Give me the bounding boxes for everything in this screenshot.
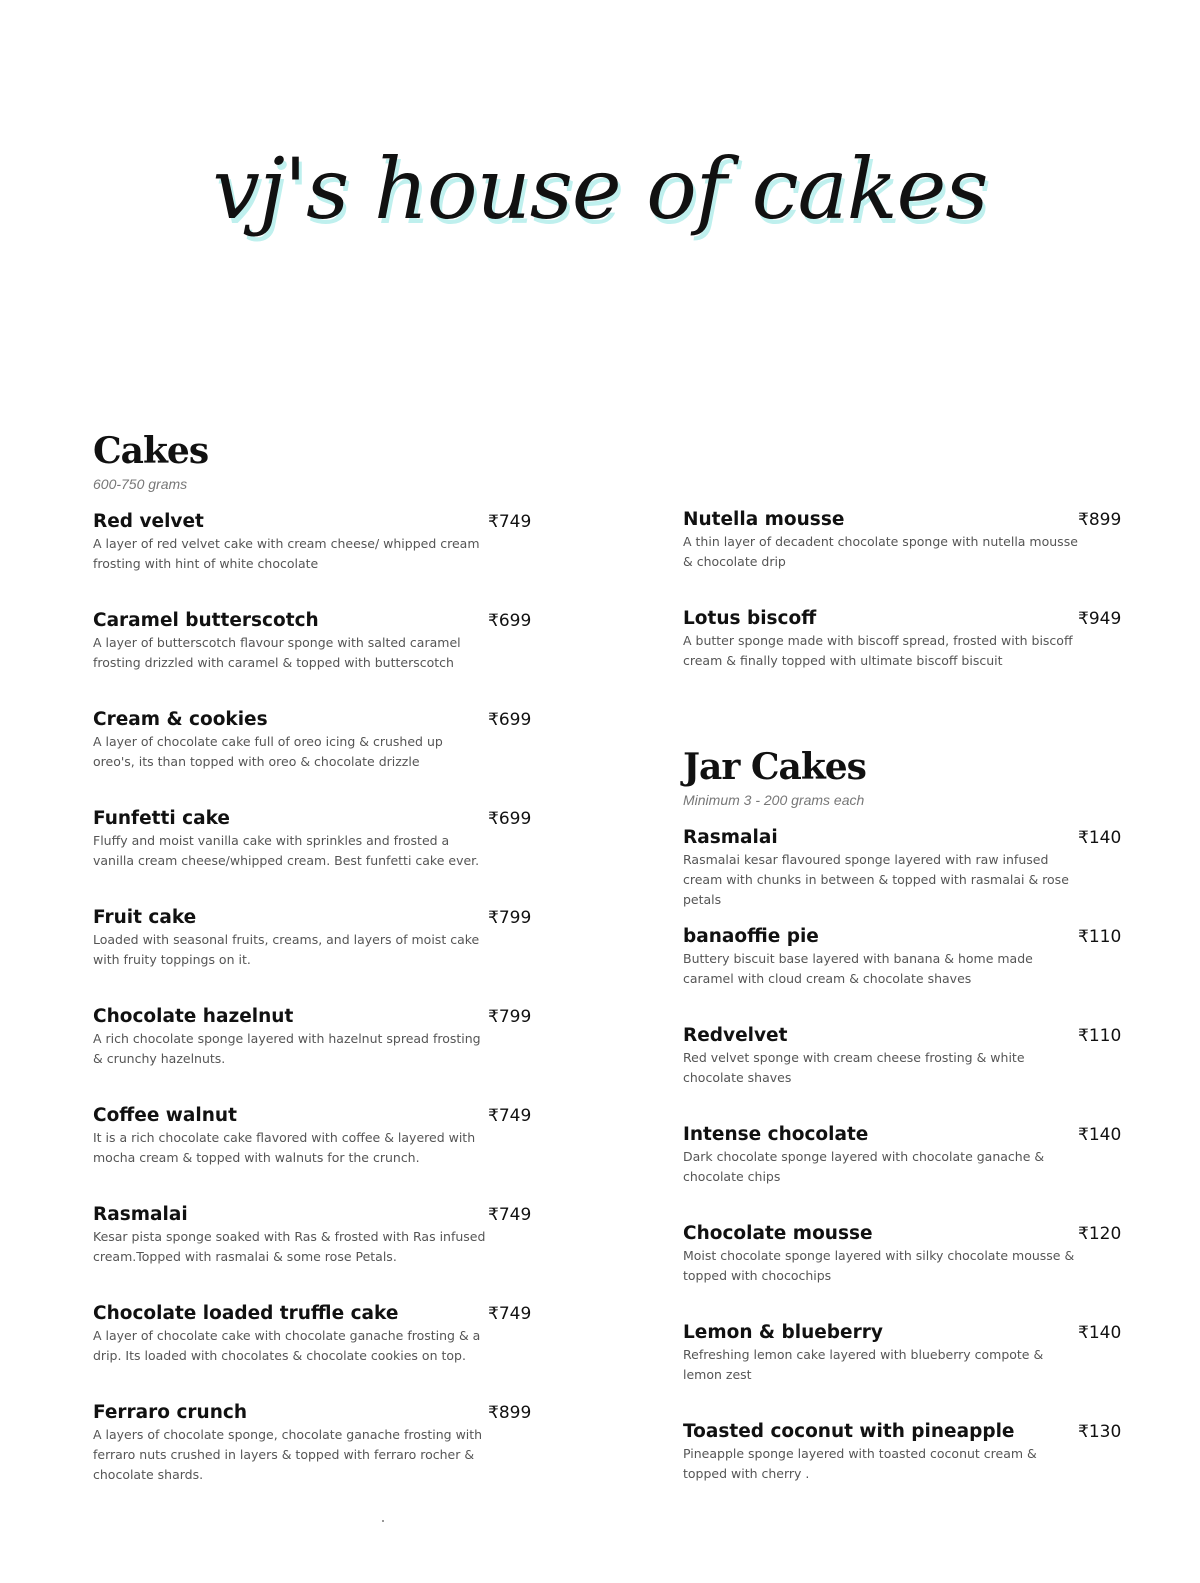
menu-item-name: Red velvet bbox=[93, 511, 204, 532]
menu-item-description: Kesar pista sponge soaked with Ras & frosted with Ras infused cream.Topped with rasmalai & some rose Petals. bbox=[93, 1229, 486, 1264]
menu-item bbox=[683, 1123, 1128, 1222]
menu-item bbox=[93, 609, 543, 708]
menu-item bbox=[93, 510, 543, 609]
jar-cakes-title: Jar Cakes bbox=[683, 746, 866, 788]
menu-item-price: ₹799 bbox=[488, 1007, 532, 1027]
menu-item bbox=[683, 508, 1128, 607]
jar-cakes-subtitle: Minimum 3 - 200 grams each bbox=[683, 792, 865, 808]
menu-item-name: Rasmalai bbox=[683, 827, 778, 848]
menu-item-description: A layers of chocolate sponge, chocolate ganache frosting with ferraro nuts crushed in layers & topped with ferraro rocher & chocolate shards. bbox=[93, 1427, 483, 1482]
menu-item-name: Fruit cake bbox=[93, 907, 197, 928]
menu-item bbox=[683, 1420, 1128, 1519]
menu-item-price: ₹949 bbox=[1078, 609, 1122, 629]
cakes-list-continued bbox=[683, 508, 1128, 706]
menu-item-description: A butter sponge made with biscoff spread, frosted with biscoff cream & finally topped with ultimate biscoff biscuit bbox=[683, 633, 1073, 668]
menu-item bbox=[683, 826, 1128, 925]
menu-item bbox=[93, 1302, 543, 1401]
menu-item-name: Chocolate loaded truffle cake bbox=[93, 1303, 399, 1324]
cakes-subtitle: 600-750 grams bbox=[93, 476, 188, 492]
menu-item-price: ₹130 bbox=[1078, 1422, 1122, 1442]
menu-item-name: Intense chocolate bbox=[683, 1124, 869, 1145]
menu-item-name: Nutella mousse bbox=[683, 509, 845, 530]
jar-cakes-list bbox=[683, 826, 1128, 1519]
menu-item bbox=[683, 925, 1128, 1024]
menu-item bbox=[683, 1222, 1128, 1321]
menu-item-description: Fluffy and moist vanilla cake with sprinkles and frosted a vanilla cream cheese/whipped cream. Best funfetti cake ever. bbox=[93, 833, 480, 868]
menu-item-description: A layer of chocolate cake full of oreo icing & crushed up oreo's, its than topped with oreo & chocolate drizzle bbox=[93, 734, 443, 769]
page-dot bbox=[382, 1520, 384, 1522]
cakes-title: Cakes bbox=[93, 430, 209, 472]
menu-item bbox=[93, 1104, 543, 1203]
menu-item-description: A layer of red velvet cake with cream cheese/ whipped cream frosting with hint of white chocolate bbox=[93, 536, 480, 571]
menu-item-price: ₹749 bbox=[488, 512, 532, 532]
menu-item-name: Lemon & blueberry bbox=[683, 1322, 883, 1343]
menu-item-name: Redvelvet bbox=[683, 1025, 788, 1046]
menu-item-description: Refreshing lemon cake layered with blueberry compote & lemon zest bbox=[683, 1347, 1044, 1382]
menu-item-name: Rasmalai bbox=[93, 1204, 188, 1225]
menu-item-name: banaoffie pie bbox=[683, 926, 819, 947]
menu-item-name: Cream & cookies bbox=[93, 709, 268, 730]
menu-item-price: ₹699 bbox=[488, 611, 532, 631]
menu-item-price: ₹799 bbox=[488, 908, 532, 928]
menu-item-description: It is a rich chocolate cake flavored with coffee & layered with mocha cream & topped with walnuts for the crunch. bbox=[93, 1130, 476, 1165]
menu-item bbox=[683, 1321, 1128, 1420]
menu-item-description: Rasmalai kesar flavoured sponge layered with raw infused cream with chunks in between & topped with rasmalai & rose petals bbox=[683, 852, 1069, 907]
menu-item-price: ₹140 bbox=[1078, 1125, 1122, 1145]
menu-item bbox=[93, 906, 543, 1005]
menu-item bbox=[683, 607, 1128, 706]
menu-item-description: A rich chocolate sponge layered with hazelnut spread frosting & crunchy hazelnuts. bbox=[93, 1031, 481, 1066]
right-column bbox=[683, 508, 1128, 1519]
menu-item-price: ₹110 bbox=[1078, 1026, 1122, 1046]
menu-item bbox=[683, 1024, 1128, 1123]
menu-item-name: Ferraro crunch bbox=[93, 1402, 248, 1423]
menu-item-price: ₹749 bbox=[488, 1304, 532, 1324]
menu-item-price: ₹120 bbox=[1078, 1224, 1122, 1244]
menu-item-description: Dark chocolate sponge layered with chocolate ganache & chocolate chips bbox=[683, 1149, 1045, 1184]
menu-item-price: ₹140 bbox=[1078, 828, 1122, 848]
cakes-section bbox=[93, 428, 543, 1500]
menu-item-description: A thin layer of decadent chocolate sponge with nutella mousse & chocolate drip bbox=[683, 534, 1078, 569]
menu-item-name: Funfetti cake bbox=[93, 808, 230, 829]
menu-item-price: ₹899 bbox=[488, 1403, 532, 1423]
cakes-list bbox=[93, 510, 543, 1500]
menu-item bbox=[93, 1401, 543, 1500]
menu-item-price: ₹699 bbox=[488, 710, 532, 730]
menu-item-description: Loaded with seasonal fruits, creams, and layers of moist cake with fruity toppings on it. bbox=[93, 932, 480, 967]
menu-item-name: Caramel butterscotch bbox=[93, 610, 319, 631]
menu-item-description: A layer of butterscotch flavour sponge with salted caramel frosting drizzled with caramel & topped with butterscotch bbox=[93, 635, 461, 670]
menu-item-name: Toasted coconut with pineapple bbox=[683, 1421, 1015, 1442]
menu-item-price: ₹749 bbox=[488, 1106, 532, 1126]
menu-item-name: Chocolate mousse bbox=[683, 1223, 873, 1244]
menu-item bbox=[93, 1005, 543, 1104]
menu-item-price: ₹110 bbox=[1078, 927, 1122, 947]
menu-item-description: A layer of chocolate cake with chocolate ganache frosting & a drip. Its loaded with chocolates & chocolate cookies on top. bbox=[93, 1328, 481, 1363]
menu-item-description: Red velvet sponge with cream cheese frosting & white chocolate shaves bbox=[683, 1050, 1025, 1085]
menu-item-price: ₹899 bbox=[1078, 510, 1122, 530]
brand-logo bbox=[0, 140, 1200, 238]
brand-logo-text: vj's house of cakes bbox=[212, 140, 988, 238]
menu-item bbox=[93, 1203, 543, 1302]
menu-item bbox=[93, 807, 543, 906]
menu-item-name: Lotus biscoff bbox=[683, 608, 817, 629]
menu-item-name: Chocolate hazelnut bbox=[93, 1006, 294, 1027]
menu-item-price: ₹140 bbox=[1078, 1323, 1122, 1343]
menu-item bbox=[93, 708, 543, 807]
menu-item-description: Pineapple sponge layered with toasted coconut cream & topped with cherry . bbox=[683, 1446, 1037, 1481]
menu-item-price: ₹749 bbox=[488, 1205, 532, 1225]
menu-item-description: Moist chocolate sponge layered with silky chocolate mousse & topped with chocochips bbox=[683, 1248, 1075, 1283]
menu-item-price: ₹699 bbox=[488, 809, 532, 829]
menu-item-description: Buttery biscuit base layered with banana & home made caramel with cloud cream & chocolate shaves bbox=[683, 951, 1033, 986]
menu-item-name: Coffee walnut bbox=[93, 1105, 237, 1126]
